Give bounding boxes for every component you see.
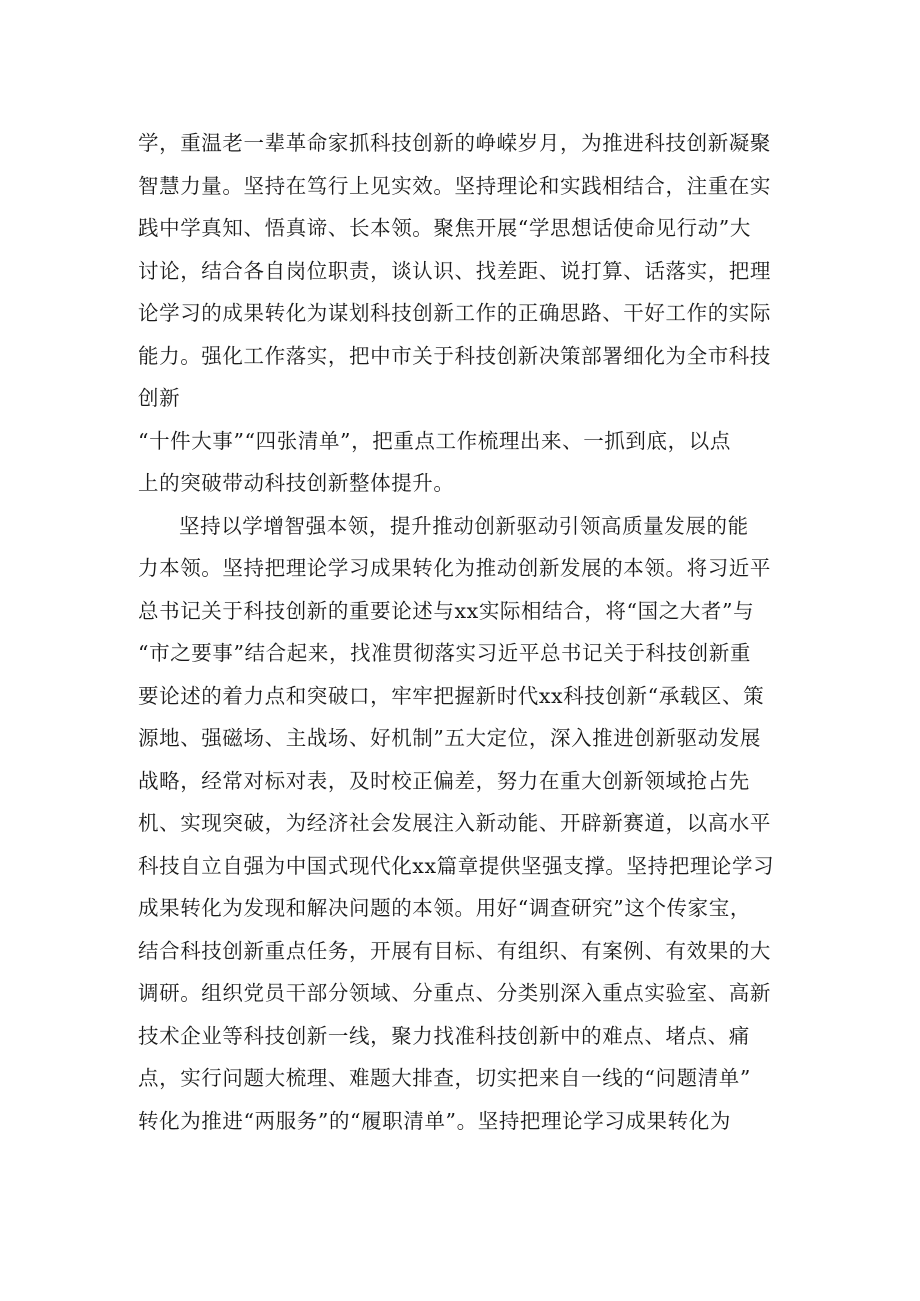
text-line: 总书记关于科技创新的重要论述与xx实际相结合，将“国之大者”与	[138, 598, 755, 623]
text-line: 学，重温老一辈革命家抓科技创新的峥嵘岁月，为推进科技创新凝聚	[138, 131, 771, 155]
text-line: 力本领。坚持把理论学习成果转化为推动创新发展的本领。将习近平	[138, 556, 771, 580]
text-line: 点，实行问题大梳理、难题大排查，切实把来自一线的“问题清单”	[138, 1066, 751, 1090]
text-line: 论学习的成果转化为谋划科技创新工作的正确思路、干好工作的实际	[138, 301, 771, 325]
text-line: 成果转化为发现和解决问题的本领。用好“调查研究”这个传家宝，	[138, 896, 751, 920]
text-line: 源地、强磁场、主战场、好机制”五大定位，深入推进创新驱动发展	[138, 726, 761, 750]
text-line: 机、实现突破，为经济社会发展注入新动能、开辟新赛道，以高水平	[138, 811, 771, 835]
text-line: 科技自立自强为中国式现代化xx篇章提供坚强支撑。坚持把理论学习	[138, 853, 775, 878]
text-line: “市之要事”结合起来，找准贯彻落实习近平总书记关于科技创新重	[138, 641, 751, 665]
text-line: 讨论，结合各自岗位职责，谈认识、找差距、说打算、话落实，把理	[138, 258, 771, 283]
text-line: 战略，经常对标对表，及时校正偏差，努力在重大创新领域抢占先	[138, 768, 750, 793]
text-line: 智慧力量。坚持在笃行上见实效。坚持理论和实践相结合，注重在实	[138, 173, 771, 198]
document-body	[138, 122, 798, 1142]
text-line: 要论述的着力点和突破口，牢牢把握新时代xx科技创新“承载区、策	[138, 683, 765, 708]
text-line: 践中学真知、悟真谛、长本领。聚焦开展“学思想话使命见行动”大	[138, 216, 751, 240]
text-line: 转化为推进“两服务”的“履职清单”。坚持把理论学习成果转化为	[138, 1108, 731, 1133]
text-line: 结合科技创新重点任务，开展有目标、有组织、有案例、有效果的大	[138, 938, 771, 963]
text-line: 调研。组织党员干部分领域、分重点、分类别深入重点实验室、高新	[138, 981, 771, 1005]
paragraph-start-line: 坚持以学增智强本领，提升推动创新驱动引领高质量发展的能	[179, 513, 749, 538]
text-line: “十件大事”“四张清单”，把重点工作梳理出来、一抓到底，以点	[138, 428, 731, 453]
text-line: 创新	[138, 386, 181, 410]
text-line: 能力。强化工作落实，把中市关于科技创新决策部署细化为全市科技	[138, 343, 771, 368]
text-line: 上的突破带动科技创新整体提升。	[138, 471, 455, 495]
text-line: 技术企业等科技创新一线，聚力找准科技创新中的难点、堵点、痛	[138, 1023, 750, 1048]
